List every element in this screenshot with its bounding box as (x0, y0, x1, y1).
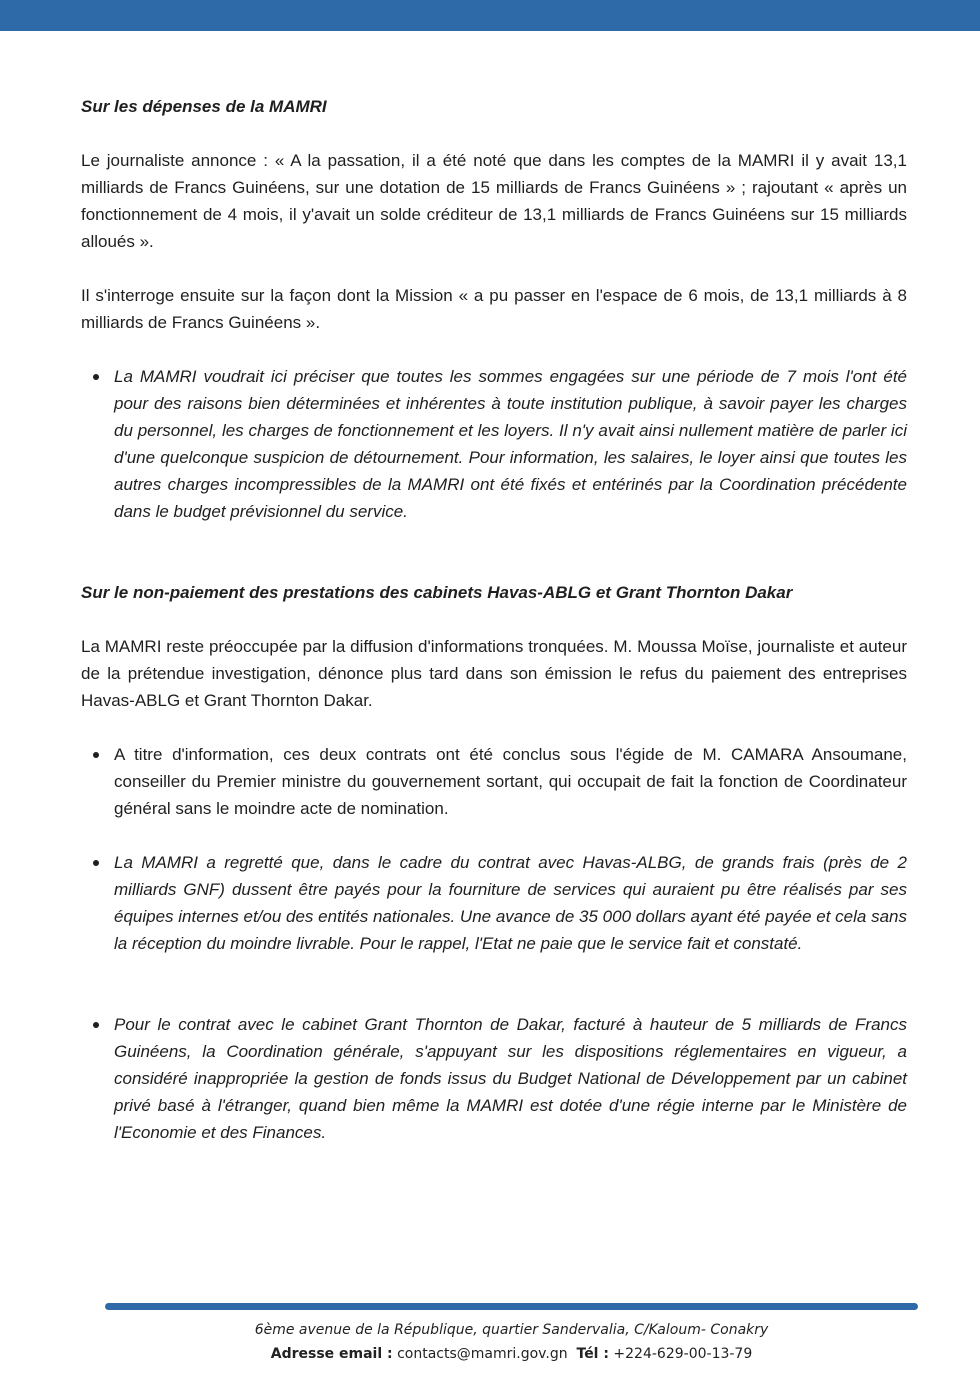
bullet-icon (93, 752, 99, 758)
section-title-depenses: Sur les dépenses de la MAMRI (81, 97, 327, 116)
bullet-text: Pour le contrat avec le cabinet Grant Thornton de Dakar, facturé à hauteur de 5 milliards de Francs Guinéens, la Coordination générale, s'appuyant sur les dispositions réglementaires en vigueur, a considéré inappropriée la gestion de fonds issus du Budget National de Développement par un cabinet privé basé à l'étranger, quand bien même la MAMRI est dotée d'une régie interne par le Ministère de l'Economie et des Finances. (114, 1015, 907, 1142)
email-link[interactable]: contacts@mamri.gov.gn (397, 1346, 568, 1362)
list-item (81, 849, 907, 957)
bullet-text: A titre d'information, ces deux contrats ont été conclus sous l'égide de M. CAMARA Ansoumane, conseiller du Premier ministre du gouvernement sortant, qui occupait de fait la fonction de Coordinateur général sans le moindre acte de nomination. (114, 745, 907, 818)
footer-divider (105, 1303, 918, 1310)
document-body (81, 93, 907, 1146)
list-item (81, 741, 907, 822)
header-band (0, 0, 980, 31)
section-title-non-paiement: Sur le non-paiement des prestations des cabinets Havas-ABLG et Grant Thornton Dakar (81, 583, 793, 602)
bullet-icon (93, 1022, 99, 1028)
list-item (81, 363, 907, 525)
bullet-icon (93, 860, 99, 866)
paragraph-mamri-preoccupee: La MAMRI reste préoccupée par la diffusion d'informations tronquées. M. Moussa Moïse, journaliste et auteur de la prétendue investigation, dénonce plus tard dans son émission le refus du paiement des entreprises Havas-ABLG et Grant Thornton Dakar. (81, 637, 907, 710)
paragraph-interrogation: Il s'interroge ensuite sur la façon dont la Mission « a pu passer en l'espace de 6 mois, de 13,1 milliards à 8 milliards de Francs Guinéens ». (81, 286, 907, 332)
tel-label: Tél : (576, 1346, 609, 1362)
bullet-text: La MAMRI voudrait ici préciser que toutes les sommes engagées sur une période de 7 mois l'ont été pour des raisons bien déterminées et inhérentes à toute institution publique, à savoir payer les charges du personnel, les charges de fonctionnement et les loyers. Il n'y avait ainsi nullement matière de parler ici d'une quelconque suspicion de détournement. Pour information, les salaires, le loyer ainsi que toutes les autres charges incompressibles de la MAMRI ont été fixés et entérinés par la Coordination précédente dans le budget prévisionnel du service. (114, 367, 907, 521)
bullet-icon (93, 374, 99, 380)
footer (105, 1318, 918, 1366)
email-label: Adresse email : (270, 1346, 393, 1362)
bullet-list-depenses (81, 363, 907, 525)
bullet-text: La MAMRI a regretté que, dans le cadre du contrat avec Havas-ALBG, de grands frais (près de 2 milliards GNF) dussent être payés pour la fourniture de services qui auraient pu être réalisés par ses équipes internes et/ou des entités nationales. Une avance de 35 000 dollars ayant été payée et cela sans la réception du moindre livrable. Pour le rappel, l'Etat ne paie que le service fait et constaté. (114, 853, 907, 953)
list-item (81, 1011, 907, 1146)
bullet-list-contrats (81, 741, 907, 1146)
footer-contact (105, 1342, 918, 1366)
tel-number: +224-629-00-13-79 (613, 1346, 753, 1362)
paragraph-journaliste: Le journaliste annonce : « A la passation, il a été noté que dans les comptes de la MAMRI il y avait 13,1 milliards de Francs Guinéens, sur une dotation de 15 milliards de Francs Guinéens » ; rajoutant « après un fonctionnement de 4 mois, il y'avait un solde créditeur de 13,1 milliards de Francs Guinéens sur 15 milliards alloués ». (81, 151, 907, 251)
footer-address: 6ème avenue de la République, quartier Sandervalia, C/Kaloum- Conakry (254, 1322, 769, 1338)
